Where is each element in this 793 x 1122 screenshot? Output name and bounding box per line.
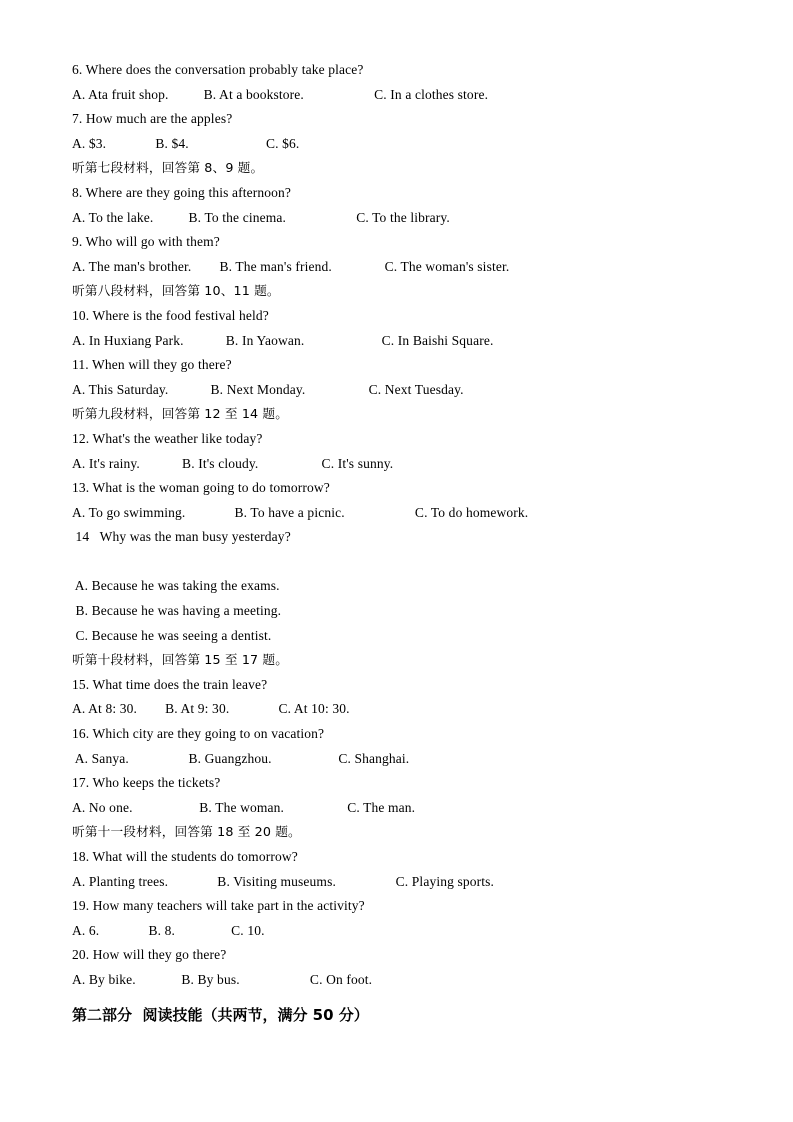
question-line: 19. How many teachers will take part in the activity? <box>72 898 365 914</box>
question-line: 14 Why was the man busy yesterday? <box>72 529 291 545</box>
options-line: A. Ata fruit shop. B. At a bookstore. C. In a clothes store. <box>72 86 489 102</box>
listening-instruction: 听第八段材料，回答第 10、11 题。 <box>72 283 280 299</box>
options-line: A. Because he was taking the exams. <box>72 578 280 594</box>
question-line: 8. Where are they going this afternoon? <box>72 184 292 200</box>
options-line: A. Planting trees. B. Visiting museums. C. Playing sports. <box>72 873 495 889</box>
options-line: A. To the lake. B. To the cinema. C. To the library. <box>72 209 450 225</box>
listening-instruction: 听第七段材料，回答第 8、9 题。 <box>72 160 264 176</box>
listening-instruction: 听第九段材料，回答第 12 至 14 题。 <box>72 406 289 422</box>
exam-paper-body <box>72 58 722 1028</box>
question-line: 18. What will the students do tomorrow? <box>72 849 298 864</box>
options-line: B. Because he was having a meeting. <box>72 603 282 619</box>
options-line: A. 6. B. 8. C. 10. <box>72 922 265 938</box>
options-line: A. The man's brother. B. The man's friend. C. The woman's sister. <box>72 258 510 274</box>
question-line: 15. What time does the train leave? <box>72 676 268 692</box>
section-heading: 第二部分 阅读技能（共两节，满分 50 分） <box>72 1005 369 1024</box>
options-line: A. Sanya. B. Guangzhou. C. Shanghai. <box>72 750 410 766</box>
options-line: A. It's rainy. B. It's cloudy. C. It's sunny. <box>72 455 394 471</box>
question-line: 13. What is the woman going to do tomorrow? <box>72 480 330 496</box>
question-line: 16. Which city are they going to on vacation? <box>72 726 325 742</box>
options-line: A. To go swimming. B. To have a picnic. C. To do homework. <box>72 504 529 520</box>
options-line: A. By bike. B. By bus. C. On foot. <box>72 971 373 987</box>
question-line: 20. How will they go there? <box>72 947 227 963</box>
options-line: A. At 8: 30. B. At 9: 30. C. At 10: 30. <box>72 701 350 717</box>
options-line: C. Because he was seeing a dentist. <box>72 627 272 643</box>
spacer-line <box>72 550 722 575</box>
question-line: 11. When will they go there? <box>72 357 232 373</box>
question-line: 7. How much are the apples? <box>72 111 233 127</box>
options-line: A. $3. B. $4. C. $6. <box>72 135 300 151</box>
options-line: A. This Saturday. B. Next Monday. C. Next Tuesday. <box>72 381 464 397</box>
listening-instruction: 听第十一段材料，回答第 18 至 20 题。 <box>72 824 301 840</box>
listening-instruction: 听第十段材料，回答第 15 至 17 题。 <box>72 652 289 668</box>
question-line: 6. Where does the conversation probably take place? <box>72 62 364 77</box>
question-line: 10. Where is the food festival held? <box>72 307 269 323</box>
options-line: A. In Huxiang Park. B. In Yaowan. C. In Baishi Square. <box>72 332 494 348</box>
question-line: 12. What's the weather like today? <box>72 430 263 446</box>
question-line: 9. Who will go with them? <box>72 234 220 250</box>
options-line: A. No one. B. The woman. C. The man. <box>72 799 416 815</box>
question-line: 17. Who keeps the tickets? <box>72 775 221 791</box>
